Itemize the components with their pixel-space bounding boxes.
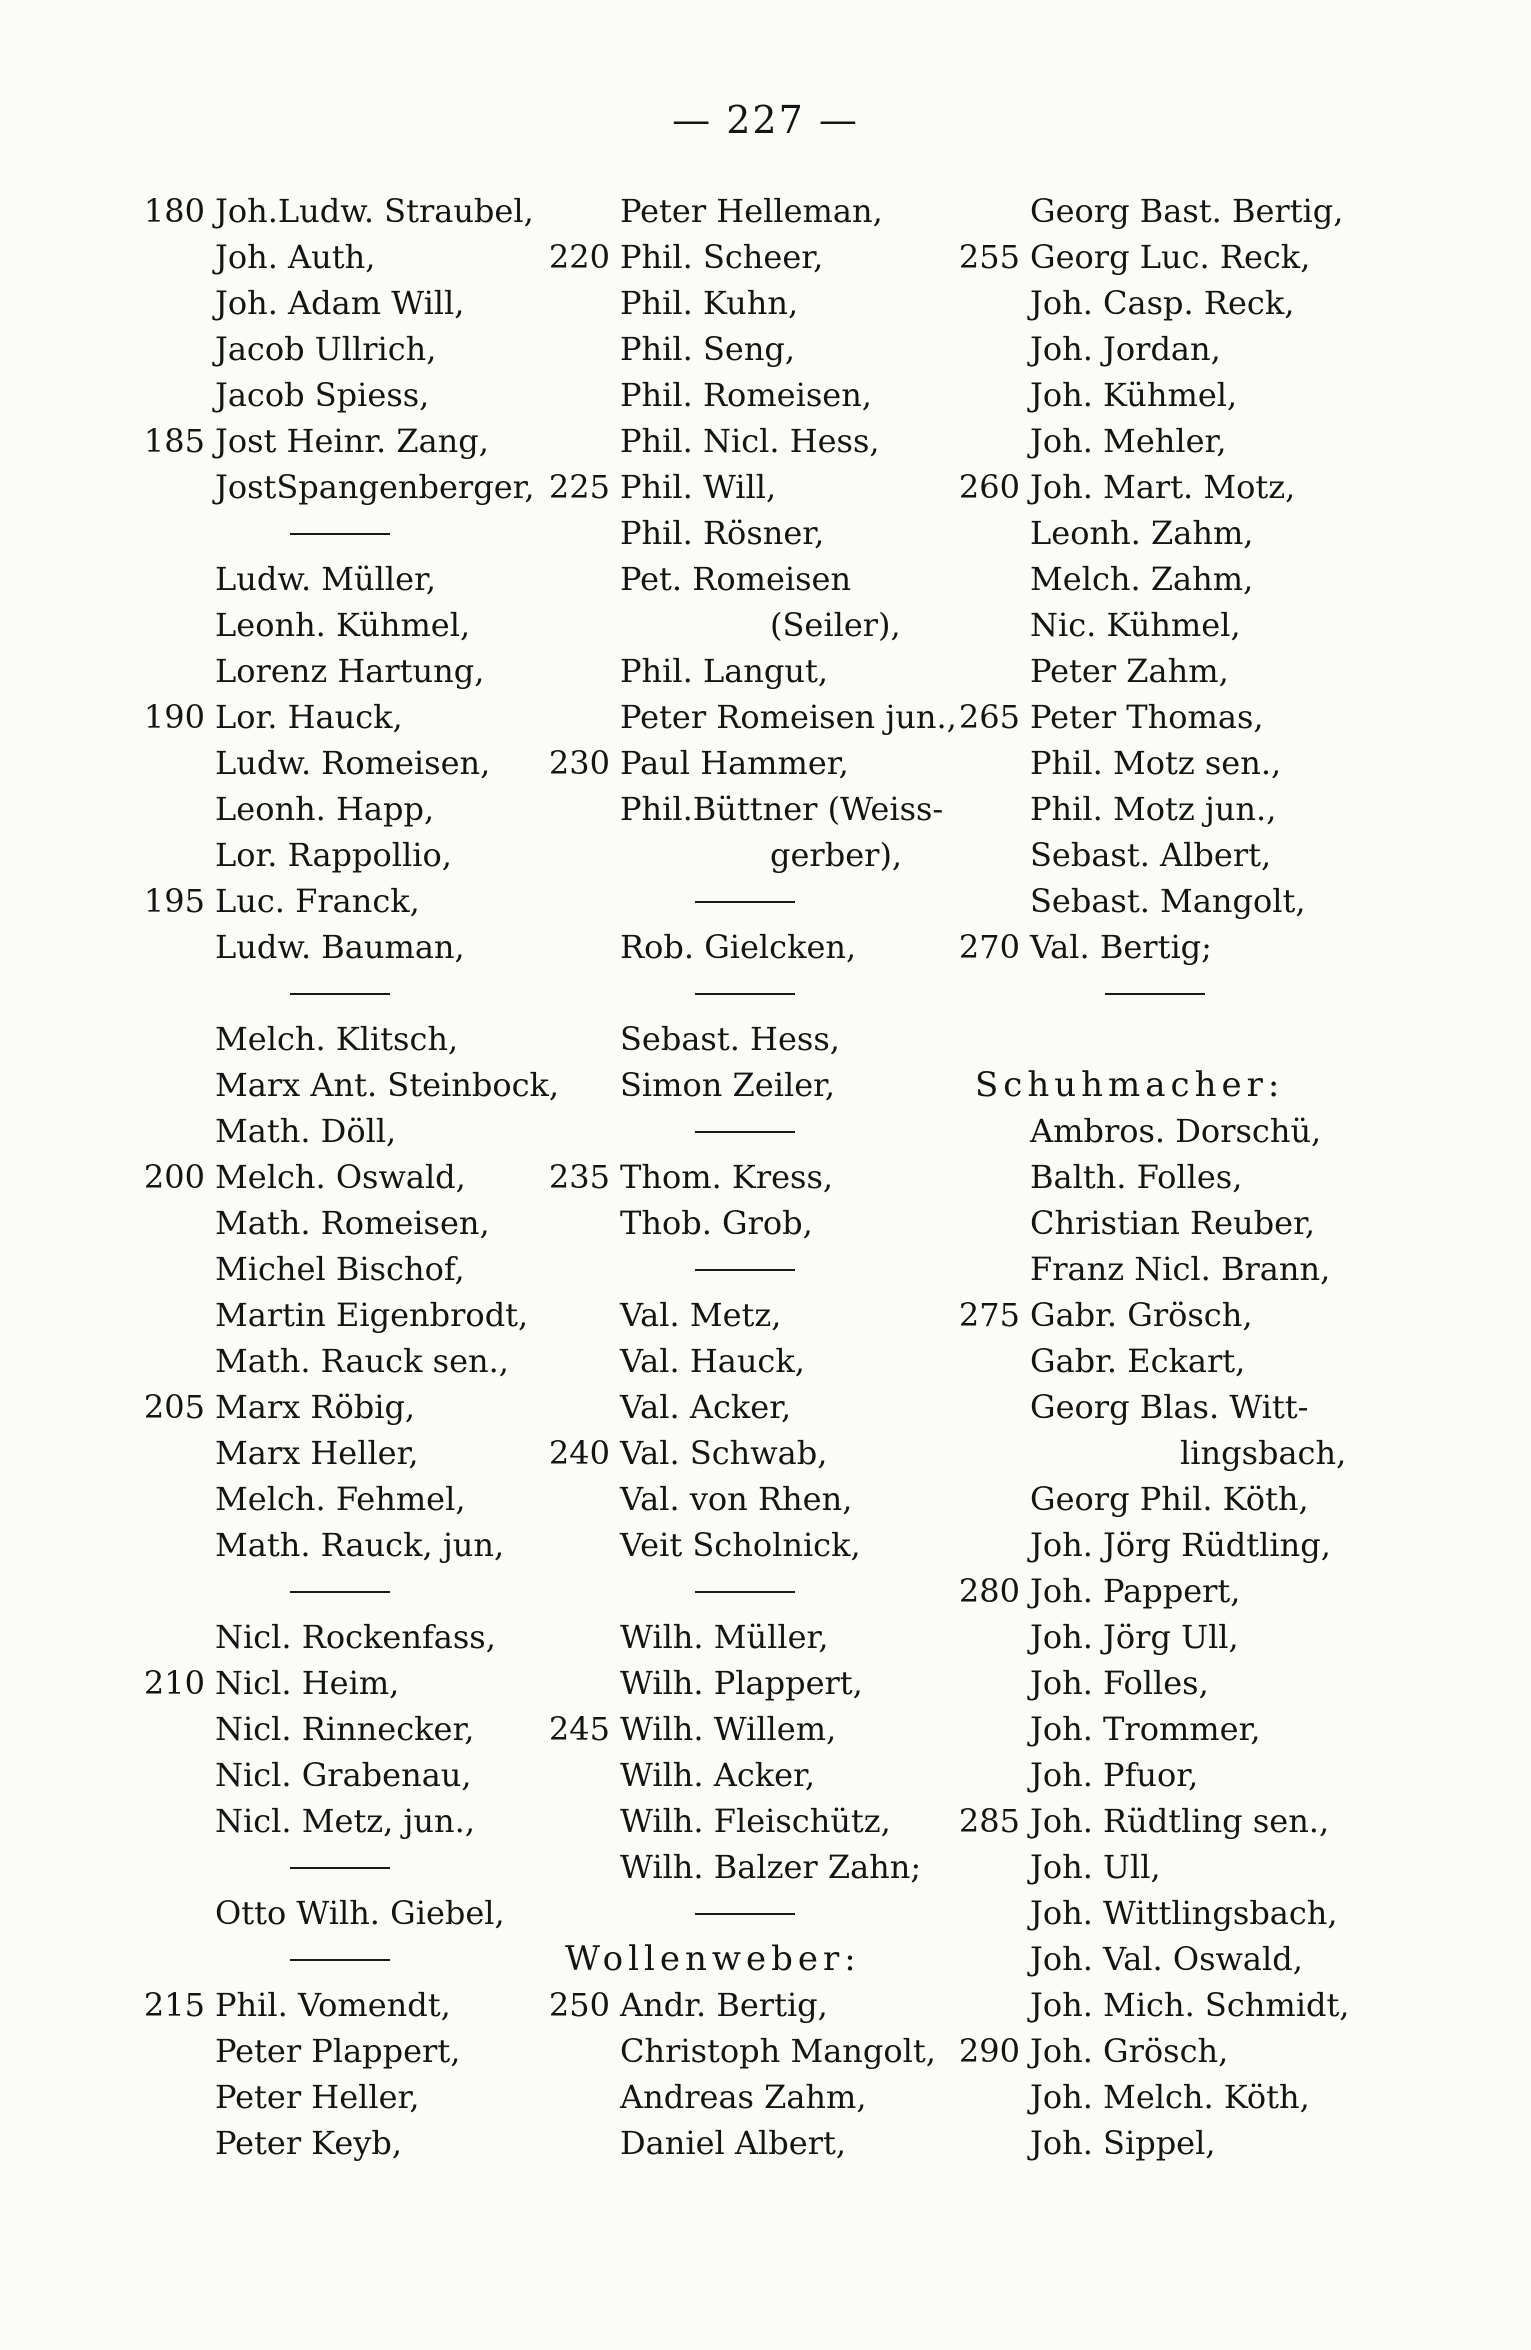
entry-name: Franz Nicl. Brann, [1030,1250,1331,1288]
section-divider [930,970,1450,1016]
list-item [930,1706,1450,1752]
entry-name: Peter Heller, [215,2078,420,2116]
entry-name: Lorenz Hartung, [215,652,485,690]
entry-name: gerber), [770,836,903,874]
entry-name: Phil.Büttner (Weiss- [620,790,944,828]
entry-name: Peter Helleman, [620,192,883,230]
list-item [930,1476,1450,1522]
entry-name: Wilh. Acker, [620,1756,816,1794]
divider-line [1105,993,1205,995]
list-item [930,1384,1450,1430]
entry-name: Joh. Val. Oswald, [1030,1940,1303,1978]
entry-name: Joh. Ull, [1030,1848,1161,1886]
list-item [930,1936,1450,1982]
divider-line [290,533,390,535]
list-item [930,2028,1450,2074]
entry-name: Thom. Kress, [620,1158,834,1196]
entry-name: Luc. Franck, [215,882,420,920]
entry-number: 225 [548,468,610,506]
divider-line [695,1913,795,1915]
entry-name: Nicl. Heim, [215,1664,400,1702]
divider-line [695,1591,795,1593]
list-item [930,326,1450,372]
entry-name: Val. von Rhen, [620,1480,853,1518]
entry-name: Phil. Langut, [620,652,829,690]
entry-name: Nic. Kühmel, [1030,606,1241,644]
entry-name: Sebast. Albert, [1030,836,1272,874]
entry-name: Phil. Kuhn, [620,284,799,322]
entry-name: Michel Bischof, [215,1250,465,1288]
list-item [930,1660,1450,1706]
page-number: — 227 — [672,98,859,142]
entry-name: Georg Luc. Reck, [1030,238,1311,276]
entry-name: Joh. Mehler, [1030,422,1227,460]
list-item [930,372,1450,418]
entry-name: Val. Hauck, [620,1342,805,1380]
list-item [930,878,1450,924]
entry-name: Daniel Albert, [620,2124,847,2162]
entry-number: 230 [548,744,610,782]
list-item [930,740,1450,786]
entry-name: Phil. Scheer, [620,238,824,276]
entry-number: 210 [143,1664,205,1702]
entry-name: Gabr. Grösch, [1030,1296,1253,1334]
entry-name: Joh. Trommer, [1030,1710,1261,1748]
entry-name: Math. Romeisen, [215,1204,490,1242]
entry-number: 270 [958,928,1020,966]
list-item [930,418,1450,464]
section-heading-row [930,1062,1450,1108]
entry-name: Joh. Jörg Ull, [1030,1618,1239,1656]
entry-number: 205 [143,1388,205,1426]
entry-name: Lor. Rappollio, [215,836,452,874]
list-item [930,1154,1450,1200]
entry-name: Georg Blas. Witt- [1030,1388,1309,1426]
entry-name: Balth. Folles, [1030,1158,1243,1196]
entry-name: Joh.Ludw. Straubel, [215,192,534,230]
entry-name: Christoph Mangolt, [620,2032,936,2070]
entry-name: Wilh. Willem, [620,1710,837,1748]
entry-name: Joh. Wittlingsbach, [1030,1894,1338,1932]
list-item [930,280,1450,326]
entry-name: Peter Thomas, [1030,698,1264,736]
entry-name: Joh. Adam Will, [215,284,465,322]
spacer [930,1016,1450,1062]
entry-number: 240 [548,1434,610,1472]
entry-name: Joh. Kühmel, [1030,376,1238,414]
entry-name: Melch. Oswald, [215,1158,466,1196]
entry-number: 215 [143,1986,205,2024]
divider-line [290,1591,390,1593]
entry-name: Nicl. Rockenfass, [215,1618,496,1656]
entry-name: Marx Heller, [215,1434,419,1472]
divider-line [695,1269,795,1271]
list-item [930,1338,1450,1384]
entry-number: 265 [958,698,1020,736]
entry-name: Rob. Gielcken, [620,928,857,966]
entry-name: Joh. Casp. Reck, [1030,284,1295,322]
entry-name: Jacob Spiess, [215,376,430,414]
list-item [930,1890,1450,1936]
entry-number: 185 [143,422,205,460]
entry-name: Wilh. Müller, [620,1618,829,1656]
entry-name: Joh. Melch. Köth, [1030,2078,1310,2116]
entry-name: Joh. Rüdtling sen., [1030,1802,1330,1840]
entry-number: 235 [548,1158,610,1196]
list-item [930,648,1450,694]
entry-name: Peter Plappert, [215,2032,461,2070]
entry-number: 195 [143,882,205,920]
entry-name: Phil. Rösner, [620,514,825,552]
entry-name: JostSpangenberger, [215,468,535,506]
entry-name: Joh. Pappert, [1030,1572,1241,1610]
entry-name: (Seiler), [770,606,901,644]
entry-name: Joh. Folles, [1030,1664,1209,1702]
divider-line [695,901,795,903]
list-item [930,2074,1450,2120]
entry-name: Melch. Fehmel, [215,1480,466,1518]
entry-name: Joh. Sippel, [1030,2124,1216,2162]
list-item [930,510,1450,556]
entry-name: Phil. Motz sen., [1030,744,1282,782]
entry-name: Joh. Mart. Motz, [1030,468,1296,506]
entry-name: Joh. Auth, [215,238,376,276]
list-item [930,556,1450,602]
entry-number: 290 [958,2032,1020,2070]
entry-name: Jost Heinr. Zang, [215,422,489,460]
entry-name: Phil. Seng, [620,330,796,368]
entry-name: Ludw. Bauman, [215,928,465,966]
entry-number: 260 [958,468,1020,506]
entry-name: Phil. Will, [620,468,777,506]
entry-number: 285 [958,1802,1020,1840]
entry-name: Jacob Ullrich, [215,330,437,368]
entry-name: Paul Hammer, [620,744,849,782]
list-item [930,1844,1450,1890]
column-right [930,188,1450,2166]
entry-name: Math. Döll, [215,1112,397,1150]
entry-name: Peter Romeisen jun., [620,698,957,736]
list-item [930,234,1450,280]
entry-name: Georg Bast. Bertig, [1030,192,1344,230]
entry-name: Phil. Romeisen, [620,376,872,414]
list-item [930,602,1450,648]
entry-name: Sebast. Mangolt, [1030,882,1306,920]
entry-name: Christian Reuber, [1030,1204,1316,1242]
entry-number: 220 [548,238,610,276]
list-item [930,1982,1450,2028]
list-item [930,2120,1450,2166]
entry-name: Math. Rauck, jun, [215,1526,505,1564]
section-heading: Wollenweber: [565,1939,861,1979]
list-item [930,1292,1450,1338]
entry-name: Joh. Pfuor, [1030,1756,1199,1794]
entry-name: Phil. Motz jun., [1030,790,1277,828]
entry-name: Simon Zeiler, [620,1066,836,1104]
entry-number: 250 [548,1986,610,2024]
entry-name: Ludw. Romeisen, [215,744,491,782]
divider-line [695,993,795,995]
entry-name: Nicl. Grabenau, [215,1756,472,1794]
list-item [930,924,1450,970]
list-item [930,1108,1450,1154]
entry-name: Wilh. Balzer Zahn; [620,1848,922,1886]
entry-name: Joh. Jordan, [1030,330,1221,368]
entry-name: Sebast. Hess, [620,1020,840,1058]
entry-name: Val. Bertig; [1030,928,1212,966]
divider-line [290,1959,390,1961]
list-item [930,1798,1450,1844]
entry-name: lingsbach, [1180,1434,1347,1472]
entry-name: Nicl. Rinnecker, [215,1710,475,1748]
divider-line [290,1867,390,1869]
entry-name: Andreas Zahm, [620,2078,867,2116]
list-item [930,188,1450,234]
entry-name: Thob. Grob, [620,1204,813,1242]
entry-name: Peter Zahm, [1030,652,1229,690]
entry-number: 200 [143,1158,205,1196]
list-item [930,786,1450,832]
entry-name: Joh. Grösch, [1030,2032,1229,2070]
entry-name: Leonh. Kühmel, [215,606,471,644]
entry-number: 190 [143,698,205,736]
list-item [930,1430,1450,1476]
entry-name: Martin Eigenbrodt, [215,1296,529,1334]
entry-name: Otto Wilh. Giebel, [215,1894,505,1932]
divider-line [290,993,390,995]
entry-number: 280 [958,1572,1020,1610]
entry-name: Ambros. Dorschü, [1030,1112,1322,1150]
entry-number: 180 [143,192,205,230]
list-item [930,694,1450,740]
entry-name: Georg Phil. Köth, [1030,1480,1309,1518]
entry-name: Val. Acker, [620,1388,792,1426]
entry-name: Andr. Bertig, [620,1986,828,2024]
list-item [930,1246,1450,1292]
entry-name: Marx Röbig, [215,1388,416,1426]
entry-name: Phil. Nicl. Hess, [620,422,880,460]
divider-line [695,1131,795,1133]
section-heading: Schuhmacher: [975,1065,1285,1105]
entry-name: Leonh. Happ, [215,790,435,828]
entry-name: Veit Scholnick, [620,1526,861,1564]
entry-name: Leonh. Zahm, [1030,514,1254,552]
entry-name: Val. Metz, [620,1296,782,1334]
entry-name: Phil. Vomendt, [215,1986,451,2024]
entry-name: Peter Keyb, [215,2124,403,2162]
entry-number: 245 [548,1710,610,1748]
entry-number: 255 [958,238,1020,276]
entry-name: Ludw. Müller, [215,560,437,598]
entry-name: Joh. Mich. Schmidt, [1030,1986,1350,2024]
entry-name: Melch. Zahm, [1030,560,1254,598]
entry-name: Wilh. Fleischütz, [620,1802,891,1840]
list-item [930,832,1450,878]
entry-number: 275 [958,1296,1020,1334]
entry-name: Marx Ant. Steinbock, [215,1066,560,1104]
list-item [930,1200,1450,1246]
entry-name: Wilh. Plappert, [620,1664,863,1702]
entry-name: Nicl. Metz, jun., [215,1802,475,1840]
entry-name: Melch. Klitsch, [215,1020,459,1058]
list-item [930,464,1450,510]
entry-name: Gabr. Eckart, [1030,1342,1246,1380]
entry-name: Math. Rauck sen., [215,1342,509,1380]
entry-name: Pet. Romeisen [620,560,852,598]
list-item [930,1614,1450,1660]
entry-name: Lor. Hauck, [215,698,403,736]
entry-name: Val. Schwab, [620,1434,828,1472]
list-item [930,1522,1450,1568]
entry-name: Joh. Jörg Rüdtling, [1030,1526,1331,1564]
list-item [930,1568,1450,1614]
list-item [930,1752,1450,1798]
